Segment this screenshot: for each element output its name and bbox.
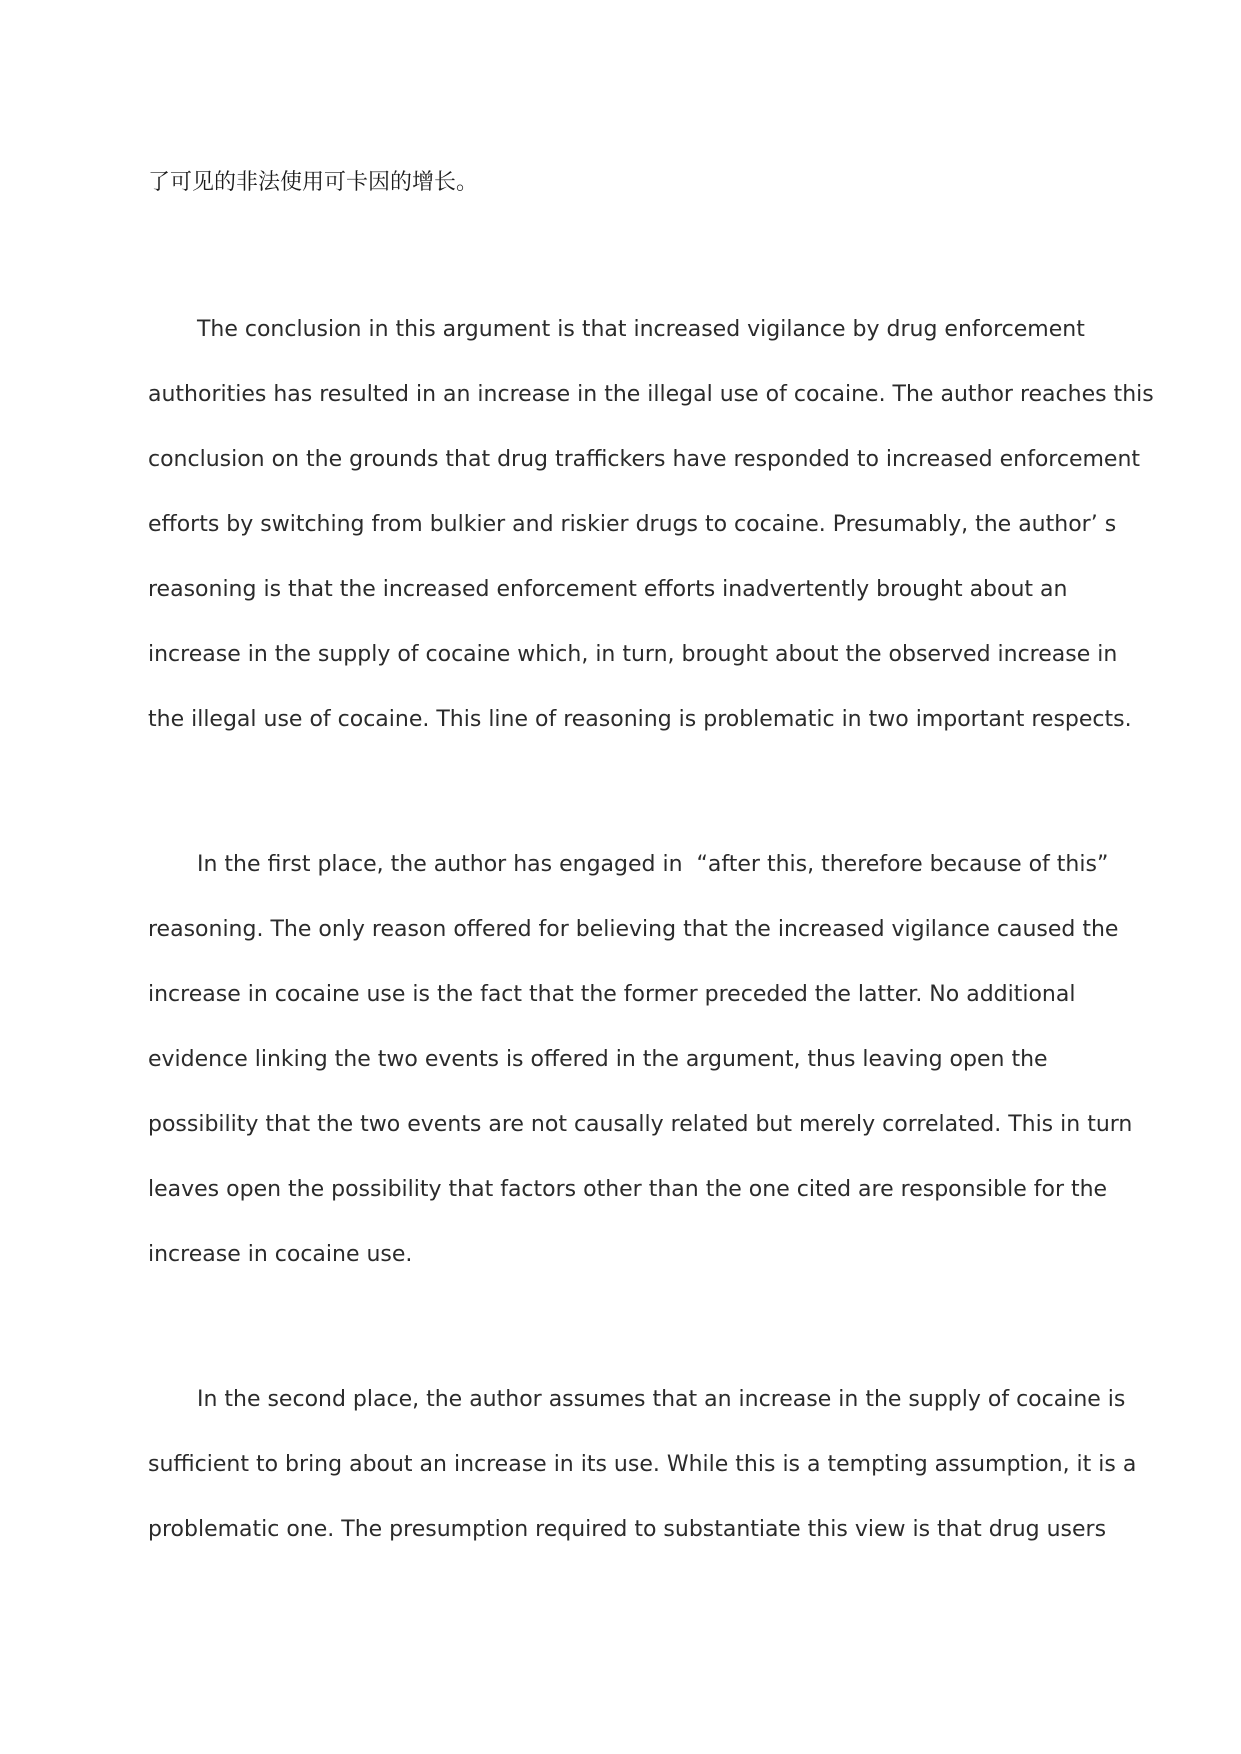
paragraph-1-line-4: efforts by switching from bulkier and riskier drugs to cocaine. Presumably, the author’ s — [148, 512, 1117, 537]
paragraph-1-line-5: reasoning is that the increased enforcement efforts inadvertently brought about an — [148, 577, 1068, 602]
paragraph-2-line-5: possibility that the two events are not causally related but merely correlated. This in turn — [148, 1112, 1133, 1137]
paragraph-3-line-2: sufficient to bring about an increase in its use. While this is a tempting assumption, it is a — [148, 1452, 1137, 1477]
paragraph-1-line-6: increase in the supply of cocaine which, in turn, brought about the observed increase in — [148, 642, 1118, 667]
paragraph-2-line-1: In the first place, the author has engaged in “after this, therefore because of this” — [148, 852, 1109, 877]
paragraph-1-line-7: the illegal use of cocaine. This line of reasoning is problematic in two important respects. — [148, 707, 1132, 732]
paragraph-1-line-2: authorities has resulted in an increase in the illegal use of cocaine. The author reaches this — [148, 382, 1154, 407]
paragraph-3-line-3: problematic one. The presumption required to substantiate this view is that drug users — [148, 1517, 1107, 1542]
paragraph-2-line-7: increase in cocaine use. — [148, 1242, 413, 1267]
paragraph-2-line-2: reasoning. The only reason offered for believing that the increased vigilance caused the — [148, 917, 1119, 942]
paragraph-1-line-1: The conclusion in this argument is that increased vigilance by drug enforcement — [148, 317, 1085, 342]
paragraph-2-line-4: evidence linking the two events is offered in the argument, thus leaving open the — [148, 1047, 1048, 1072]
paragraph-3-line-1: In the second place, the author assumes that an increase in the supply of cocaine is — [148, 1387, 1126, 1412]
paragraph-2-line-3: increase in cocaine use is the fact that the former preceded the latter. No additional — [148, 982, 1076, 1007]
paragraph-1-line-3: conclusion on the grounds that drug traffickers have responded to increased enforcement — [148, 447, 1141, 472]
intro-line: 了可见的非法使用可卡因的增长。 — [148, 170, 479, 195]
paragraph-2-line-6: leaves open the possibility that factors other than the one cited are responsible for the — [148, 1177, 1108, 1202]
